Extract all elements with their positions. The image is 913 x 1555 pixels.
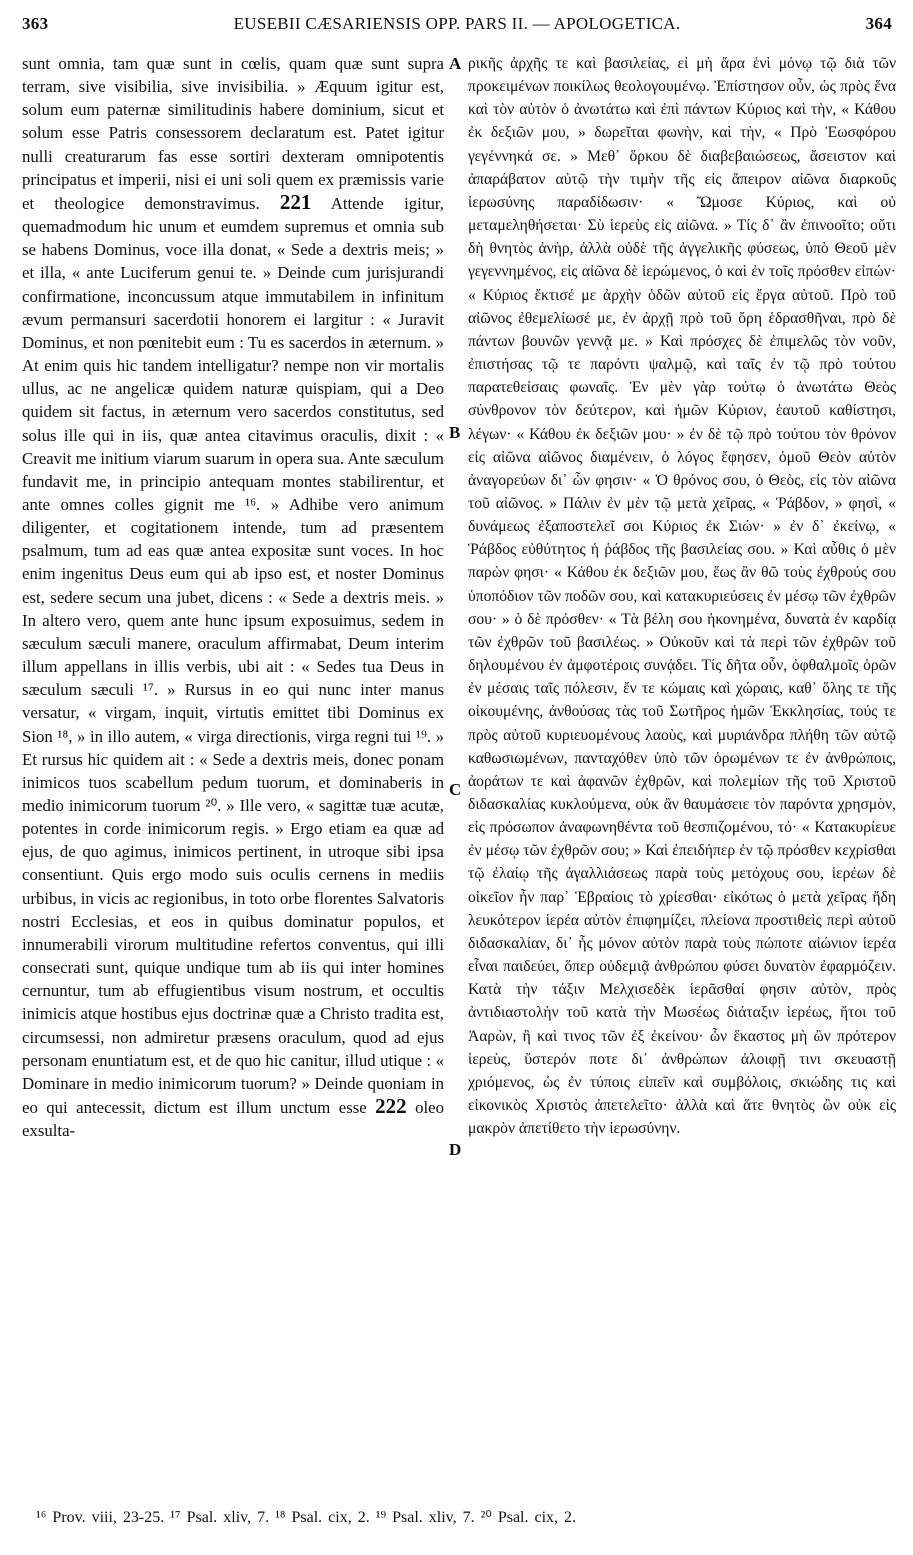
section-marker-a: A [449,54,462,73]
section-marker-c: C [449,780,462,799]
running-title: EUSEBII CÆSARIENSIS OPP. PARS II. — APOLOGETICA. [233,14,681,33]
greek-column [468,52,896,1497]
page-number-right: 364 [865,14,892,33]
latin-text-part1: sunt omnia, tam quæ sunt in cœlis, quam quæ sunt supra terram, sive visibilia, sive invisibilia. » Æquum igitur est, solum eum paternæ similitudinis habere dominium, sicut et solum esse Patris consessorem declaratum est. Patet igitur nulli creaturarum fas esse sortiri dexteram omnipotentis principatus et imperii, nisi ei uni soli quem ex præmissis varie et theologice demonstravimus. [22,54,444,213]
latin-column [22,52,444,1497]
page-marker-221: 221 [279,189,312,214]
footnotes: ¹⁶ Prov. viii, 23-25. ¹⁷ Psal. xliv, 7. ¹⁸ Psal. cix, 2. ¹⁹ Psal. xliv, 7. ²⁰ Psal. cix, 2. [36,1509,577,1526]
greek-text: ρικῆς ἀρχῆς τε καὶ βασιλείας, εἰ μὴ ἄρα ἑνὶ μόνῳ τῷ διὰ τῶν προκειμένων ποικίλως θεολογουμένῳ. Ἐπίστησον οὖν, ὡς πρὸς ἕνα καὶ τὸν αὐτὸν ὁ ἀνωτάτω καὶ ἐπὶ πάντων Κύριος καὶ τὴν, « Κάθου ἐκ δεξιῶν μου, » δωρεῖται φωνὴν, καὶ τὴν, « Πρὸ Ἑωσφόρου γεγέννηκά σε. » Μεθ᾿ ὅρκου δὲ διαβεβαιώσεως, ἄσειστον καὶ ἀπαράβατον αὐτῷ τὴν τιμὴν τῆς εἰς ἄπειρον αἰῶνα διαρκοῦς ἱερωσύνης παραδίδωσιν· « Ὤμοσε Κύριος, καὶ οὐ μεταμεληθήσεται· Σὺ ἱερεὺς εἰς αἰῶνα. » Τίς δ᾿ ἂν ἐπινοοῖτο; οὔτι δὴ θνητὸς ἀνὴρ, ἀλλὰ οὐδὲ τῆς ἀγγελικῆς φύσεως, ὑπὸ Θεοῦ μὲν γεγεννημένος, εἰς αἰῶνα δὲ ἱερώμενος, ὁ καὶ ἐν τοῖς πρόσθεν εἰπών· « Κύριος ἔκτισέ με ἀρχὴν ὁδῶν αὐτοῦ εἰς ἔργα αὐτοῦ. Πρὸ τοῦ αἰῶνος ἐθεμελίωσέ με, ἐν ἀρχῇ πρὸ τοῦ ὄρη ἑδρασθῆναι, πρὸ δὲ πάντων βουνῶν γεννᾷ με. » Καὶ πρόσχες δὲ ἐπιμελῶς τὸν νοῦν, ἐπιστήσας τῷ τε παρόντι ψαλμῷ, καὶ ταῖς ἐν τῷ πρὸ τούτου παρατεθείσαις φωναῖς. Ἐν μὲν γὰρ τούτῳ ὁ ἀνωτάτω Θεὸς σύνθρονον τὸν δεύτερον, καὶ ἡμῶν Κύριον, ἑαυτοῦ καθίστησι, λέγων· « Κάθου ἐκ δεξιῶν μου· » ἐν δὲ τῷ πρὸ τούτου τὸν θρόνον εἰς αἰῶνα αἰῶνος διαμένειν, ὁ λόγος ἔφησεν, ὁμοῦ Θεὸν αὐτὸν ἀναγορεύων δι᾿ ὧν φησιν· « Ὁ θρόνος σου, ὁ Θεὸς, εἰς τὸν αἰῶνα τοῦ αἰῶνος. » Πάλιν ἐν μὲν τῷ μετὰ χεῖρας, « Ῥάβδον, » φησὶ, « δυνάμεως ἐξαποστελεῖ σοι Κύριος ἐκ Σιών· » ἐν δ᾿ ἐκείνῳ, « Ῥάβδος εὐθύτητος ἡ ῥάβδος τῆς βασιλείας σου. » Καὶ αὖθις ὁ μὲν παρὼν φησι· « Κάθου ἐκ δεξιῶν μου, ἕως ἂν θῶ τοὺς ἐχθρούς σου ὑποπόδιον τῶν ποδῶν σου, καὶ κατακυριεύσεις ἐν μέσῳ τῶν ἐχθρῶν σου· » ὁ δὲ πρόσθεν· « Τὰ βέλη σου ἠκονημένα, δυνατὰ ἐν καρδίᾳ τῶν ἐχθρῶν τοῦ βασιλέως. » Οὐκοῦν καὶ τὰ περὶ τῶν ἐχθρῶν τοῦ δηλουμένου ἐν ἀμφοτέροις συνᾴδει. Τίς δῆτα οὖν, ὀφθαλμοῖς ὁρῶν ἐν μέσαις ταῖς πόλεσιν, ἔν τε κώμαις καὶ χώραις, καθ᾿ ὅλης τε τῆς οἰκουμένης, ἀνθούσας τὰς τοῦ Σωτῆρος ἡμῶν Ἐκκλησίας, τούς τε πρὸς αὐτοῦ κυριευομένους λαοὺς, καὶ μυριάνδρα πλήθη τῶν αὐτῷ καθωσιωμένων, πανταχόθεν ὑπὸ τῶν ὁρωμένων τε ἐν ἀνθρώποις, ἀοράτων τε καὶ ἀφανῶν ἐχθρῶν, καὶ πολεμίων τῆς τοῦ Χριστοῦ διδασκαλίας κυκλούμενα, οὐκ ἂν θαυμάσειε τὸν παρόντα χρησμὸν, εἰς πρόσωπον ἀναφωνηθέντα τοῦ θεσπιζομένου, τό· « Κατακυρίευε ἐν μέσῳ τῶν ἐχθρῶν σου; » Καὶ ἐπειδήπερ ἐν τῷ πρόσθεν κεχρίσθαι τῷ ἐλαίῳ τῆς ἀγαλλιάσεως παρὰ τοὺς μετόχους σου, ἱερέων δὲ οἰκεῖον ἦν παρ᾿ Ἑβραίοις τὸ χρίεσθαι· εἰκότως ὁ μετὰ χεῖρας ἤδη λευκότερον ἱερέα αὐτὸν ἐπιφημίζει, πλείονα προστιθεὶς περὶ αὐτοῦ διδασκαλίαν, δι᾿ ἧς μόνον αὐτὸν παρὰ τοὺς πώποτε αἰώνιον ἱερέα εἶναι παιδεύει, ὅπερ οὐδεμιᾷ ἀνθρώπου φύσει δυνατὸν ἐφαρμόζειν. Κατὰ τὴν τάξιν Μελχισεδὲκ ἱερᾶσθαί φησιν αὐτὸν, πρὸς ἀντιδιαστολὴν τοῦ κατὰ τὴν Μωσέως διάταξιν ἱερέως, ἤτοι τοῦ Ἀαρὼν, ἢ καὶ τινος τῶν ἐξ ἐκείνου· ὧν ἕκαστος μὴ ὢν πρότερον ἱερεὺς, ὕστερόν ποτε δι᾿ ἀνθρώπων ἀλοιφῇ τινι σκευαστῇ χριόμενος, ὡς ἐν τύποις εἰπεῖν καὶ συμβόλοις, σκιώδης τις καὶ εἰκονικὸς Χριστὸς ἀπετελεῖτο· ἀλλὰ καὶ ἅτε θνητὸς ὢν οὐκ εἰς μακρὸν ἀπετίθετο τὴν ἱερωσύνην. [468,55,896,1138]
latin-text-part3: oleo exsulta- [22,1098,444,1141]
page-header [22,8,892,38]
section-marker-d: D [449,1140,462,1159]
page-number-left: 363 [22,14,49,33]
section-marker-b: B [449,423,461,442]
latin-text-part2: Attende igitur, quemadmodum hic unum et eumdem supremus et omnia sub se habens Dominus, voce illa donat, « Sede a dextris meis; » et illa, « ante Luciferum genui te. » Deinde cum jurisjurandi confirmatione, inconcussum atque immutabilem in infinitum ævum permansuri sacerdotii honorem ei largitur : « Juravit Dominus, et non pœnitebit eum : Tu es sacerdos in æternum. » At enim quis hic tandem intelligatur? nempe non vir mortalis ullus, ac ne angelicæ quidem naturæ quispiam, qui a Deo quidem sit factus, in æternum vero sacerdos constitutus, sed solus ille qui in iis, quæ antea citavimus oraculis, dixit : « Creavit me initium viarum suarum in opera sua. Ante sæculum fundavit me, in principio antequam montes stabilirentur, et ante omnes colles gignit me ¹⁶. » Adhibe vero animum diligenter, et cogitationem intende, tum ad præsentem psalmum, tum ad eas quæ antea expositæ sunt voces. In hoc enim ingenitus Deus eum qui ab ipso est, et noster Dominus est, sedere secum una jubet, dicens : « Sede a dextris meis. » In altero vero, quem ante hunc ipsum exposuimus, sedem in sæculum sæculi manere, oraculum affirmabat, Deum interim illum appellans in illis verbis, ubi ait : « Sedes tua Deus in sæculum sæculi ¹⁷. » Rursus in eo qui nunc inter manus versatur, « virgam, inquit, virtutis emittet tibi Dominus ex Sion ¹⁸, » in illo autem, « virga directionis, virga regni tui ¹⁹. » Et rursus hic quidem ait : « Sede a dextris meis, donec ponam inimicos tuos scabellum pedum tuorum, et dominaberis in medio inimicorum tuorum ²⁰. » Ille vero, « sagittæ tuæ acutæ, potentes in corde inimicorum regis. » Ergo etiam ea quæ ad ejus, de quo agimus, inimicos pertinent, in utroque sibi ipsa consentiunt. Quis ergo modo suis oculis cernens in mediis urbibus, in vicis ac regionibus, in toto orbe florentes Salvatoris nostri Ecclesias, et eos in quibus dominatur populos, et innumerabili virorum multitudine refertos conventus, qui illi consecrati sunt, quique undique tum ab iis qui inter homines cernuntur, tum ab effugientibus visum nostrum, et occultis inimicis atque hostibus ejus doctrinæ quæ a Christo tradita est, circumsessi, non admiretur præsens oraculum, quod ad ejus personam enuntiatum est, et de quo hic canitur, illud utique : « Dominare in medio inimicorum tuorum? » Deinde quoniam in eo qui antecessit, dictum est illum unctum esse [22,193,444,1118]
page-marker-222: 222 [375,1094,407,1119]
